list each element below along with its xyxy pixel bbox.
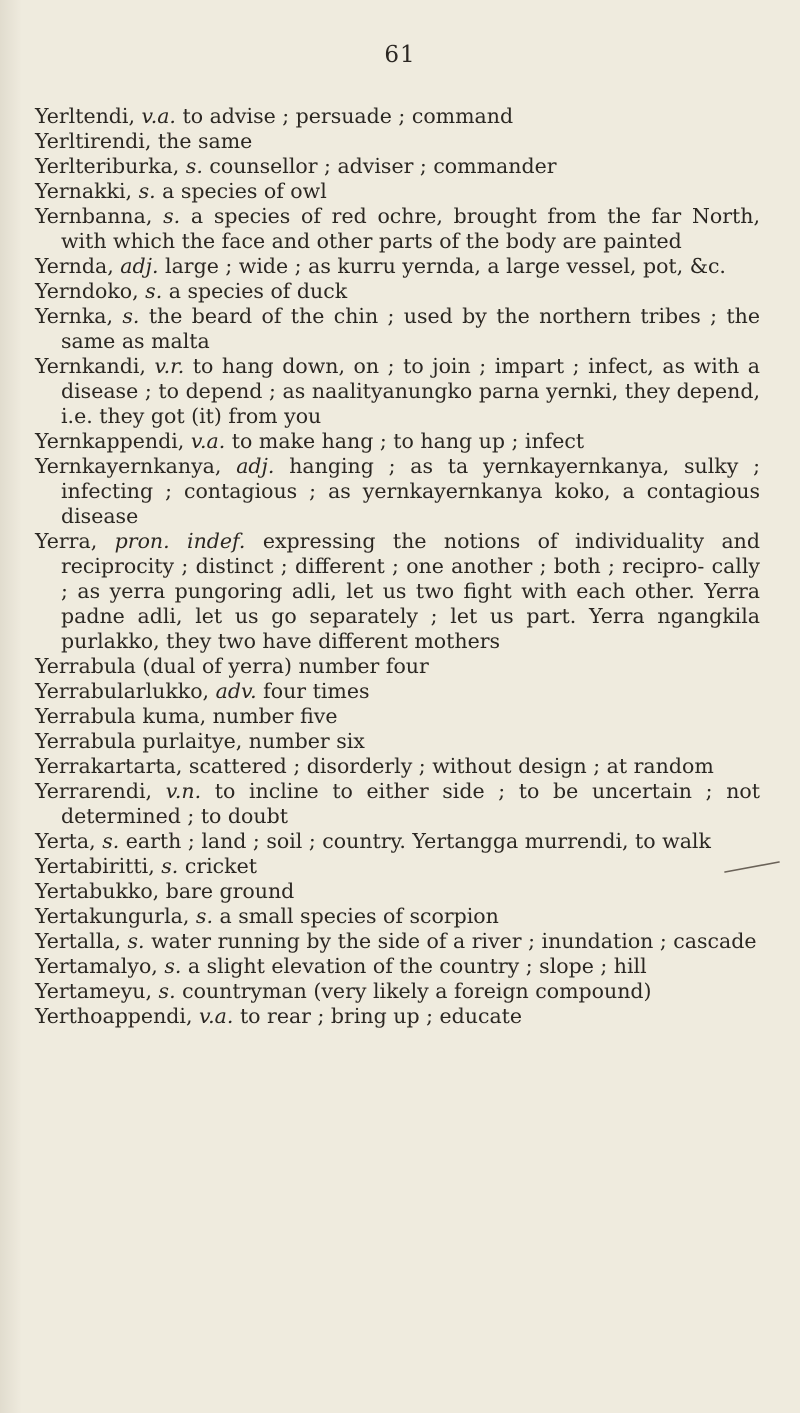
part-of-speech: v.a. [190,429,226,453]
definition: a species of red ochre, brought from the far North, with which the face and other parts of the body are painted [61,204,760,253]
dictionary-entry [35,179,760,204]
headword: Yerndoko, [35,279,139,303]
part-of-speech: v.r. [154,354,185,378]
definition: to hang down, on ; to join ; impart ; infect, as with a disease ; to depend ; as naalityanungko parna yernki, they depend, i.e. they got (it) from you [61,354,760,428]
headword: Yertabukko, [35,879,160,903]
dictionary-entry [35,854,760,879]
definition: hanging ; as ta yernkayernkanya, sulky ; infecting ; contagious ; as yernkayernkanya koko, a contagious disease [61,454,760,528]
definition: a small species of scorpion [219,904,499,928]
part-of-speech: s. [195,904,213,928]
dictionary-entry [35,204,760,254]
definition: scattered ; disorderly ; without design ; at random [188,754,714,778]
headword: Yertameyu, [35,979,153,1003]
headword: Yertabiritti, [35,854,155,878]
dictionary-entry [35,304,760,354]
definition: expressing the notions of individuality and reciprocity ; distinct ; different ; one another ; both ; recipro- cally ; as yerra pungoring adli, let us two fight with each other. Yerra padne adli, let us go separately ; let us part. Yerra ngangkila purlakko, they two have different mothers [61,529,760,653]
headword: Yerta, [35,829,96,853]
headword: Yerra, [35,529,98,553]
headword: Yernkandi, [35,354,146,378]
headword: Yerrabularlukko, [35,679,210,703]
page-edge-shadow [0,0,22,1413]
dictionary-entry [35,904,760,929]
definition: the same [157,129,253,153]
page-number: 61 [384,42,416,68]
definition: four times [263,679,370,703]
headword: Yernakki, [35,179,133,203]
dictionary-entry [35,779,760,829]
dictionary-entry [35,279,760,304]
dictionary-entry [35,979,760,1004]
part-of-speech: s. [127,929,145,953]
dictionary-entry [35,1004,760,1029]
headword: Yerltirendi, [35,129,152,153]
definition: counsellor ; adviser ; commander [209,154,557,178]
headword: Yernbanna, [35,204,153,228]
headword: Yerrabula [35,654,136,678]
definition: number six [248,729,365,753]
definition: to advise ; persuade ; command [182,104,514,128]
dictionary-entry [35,429,760,454]
stray-ink-mark [723,860,781,874]
dictionary-entry [35,679,760,704]
headword: Yernka, [35,304,114,328]
part-of-speech: adj. [236,454,275,478]
definition: large ; wide ; as kurru yernda, a large vessel, pot, &c. [165,254,726,278]
part-of-speech: s. [102,829,120,853]
definition: number five [212,704,338,728]
definition: earth ; land ; soil ; country. Yertangga murrendi, to walk [125,829,711,853]
part-of-speech: pron. indef. [114,529,246,553]
headword: Yertalla, [35,929,121,953]
definition: (dual of yerra) number four [142,654,429,678]
part-of-speech: adv. [215,679,257,703]
part-of-speech: s. [185,154,203,178]
dictionary-entry [35,654,760,679]
headword: Yertakungurla, [35,904,190,928]
definition: to incline to either side ; to be uncertain ; not determined ; to doubt [61,779,760,828]
part-of-speech: s. [163,204,181,228]
definition: a slight elevation of the country ; slope ; hill [187,954,647,978]
part-of-speech: s. [161,854,179,878]
entry-list [35,104,760,1029]
definition: the beard of the chin ; used by the northern tribes ; the same as malta [61,304,760,353]
definition: to make hang ; to hang up ; infect [231,429,585,453]
dictionary-entry [35,704,760,729]
definition: a species of owl [162,179,327,203]
dictionary-entry [35,354,760,429]
dictionary-entry [35,529,760,654]
dictionary-entry [35,454,760,529]
dictionary-entry [35,954,760,979]
part-of-speech: v.a. [199,1004,234,1028]
dictionary-entry [35,829,760,854]
part-of-speech: s. [138,179,156,203]
definition: a species of duck [168,279,348,303]
dictionary-entry [35,154,760,179]
definition: cricket [184,854,257,878]
part-of-speech: s. [122,304,140,328]
headword: Yerltendi, [35,104,136,128]
dictionary-entry [35,254,760,279]
dictionary-entry [35,729,760,754]
part-of-speech: v.a. [141,104,176,128]
part-of-speech: s. [145,279,163,303]
definition: countryman (very likely a foreign compound) [182,979,652,1003]
headword: Yerrarendi, [35,779,153,803]
headword: Yerrakartarta, [35,754,183,778]
part-of-speech: s. [158,979,176,1003]
headword: Yernkappendi, [35,429,185,453]
dictionary-entry [35,129,760,154]
part-of-speech: s. [164,954,182,978]
dictionary-entry [35,754,760,779]
headword: Yerthoappendi, [35,1004,193,1028]
dictionary-entry [35,879,760,904]
headword: Yerrabula purlaitye, [35,729,243,753]
part-of-speech: v.n. [165,779,202,803]
headword: Yernda, [35,254,114,278]
part-of-speech: adj. [120,254,159,278]
headword: Yernkayernkanya, [35,454,222,478]
definition: to rear ; bring up ; educate [239,1004,523,1028]
headword: Yerrabula kuma, [35,704,207,728]
dictionary-entry [35,929,760,954]
headword: Yertamalyo, [35,954,158,978]
definition: bare ground [165,879,295,903]
dictionary-entry [35,104,760,129]
headword: Yerlteriburka, [35,154,180,178]
definition: water running by the side of a river ; inundation ; cascade [151,929,757,953]
